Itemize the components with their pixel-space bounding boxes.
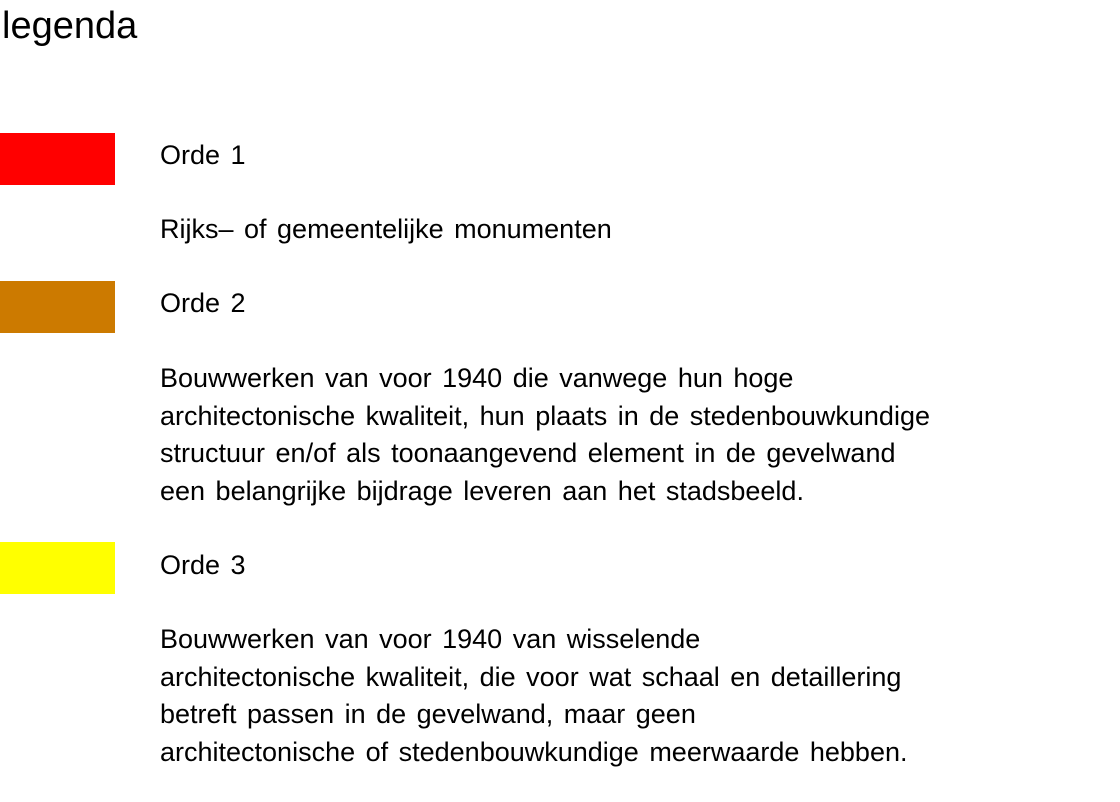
legend-swatch-orde-2 xyxy=(0,281,115,333)
legend-description-orde-3 xyxy=(160,621,908,771)
description-line: architectonische kwaliteit, die voor wat schaal en detaillering xyxy=(160,661,902,692)
description-line: architectonische of stedenbouwkundige meerwaarde hebben. xyxy=(160,736,908,767)
description-line: Bouwwerken van voor 1940 die vanwege hun hoge xyxy=(160,363,794,393)
legend-swatch-orde-1 xyxy=(0,133,115,185)
description-line: Bouwwerken van voor 1940 van wisselende xyxy=(160,624,701,654)
legend-description-orde-1 xyxy=(160,211,612,249)
description-line: structuur en/of als toonaangevend element in de gevelwand xyxy=(160,438,896,468)
legend-title: legenda xyxy=(2,5,138,47)
description-line: een belangrijke bijdrage leveren aan het stadsbeeld. xyxy=(160,475,804,506)
description-line: Rijks– of gemeentelijke monumenten xyxy=(160,214,612,244)
legend-label-orde-2: Orde 2 xyxy=(160,288,246,318)
description-line: architectonische kwaliteit, hun plaats in de stedenbouwkundige xyxy=(160,400,930,431)
legend-label-orde-3: Orde 3 xyxy=(160,550,246,580)
description-line: betreft passen in de gevelwand, maar geen xyxy=(160,699,696,729)
legend-label-orde-1: Orde 1 xyxy=(160,140,246,170)
legend-description-orde-2 xyxy=(160,360,930,510)
legend-swatch-orde-3 xyxy=(0,542,115,594)
